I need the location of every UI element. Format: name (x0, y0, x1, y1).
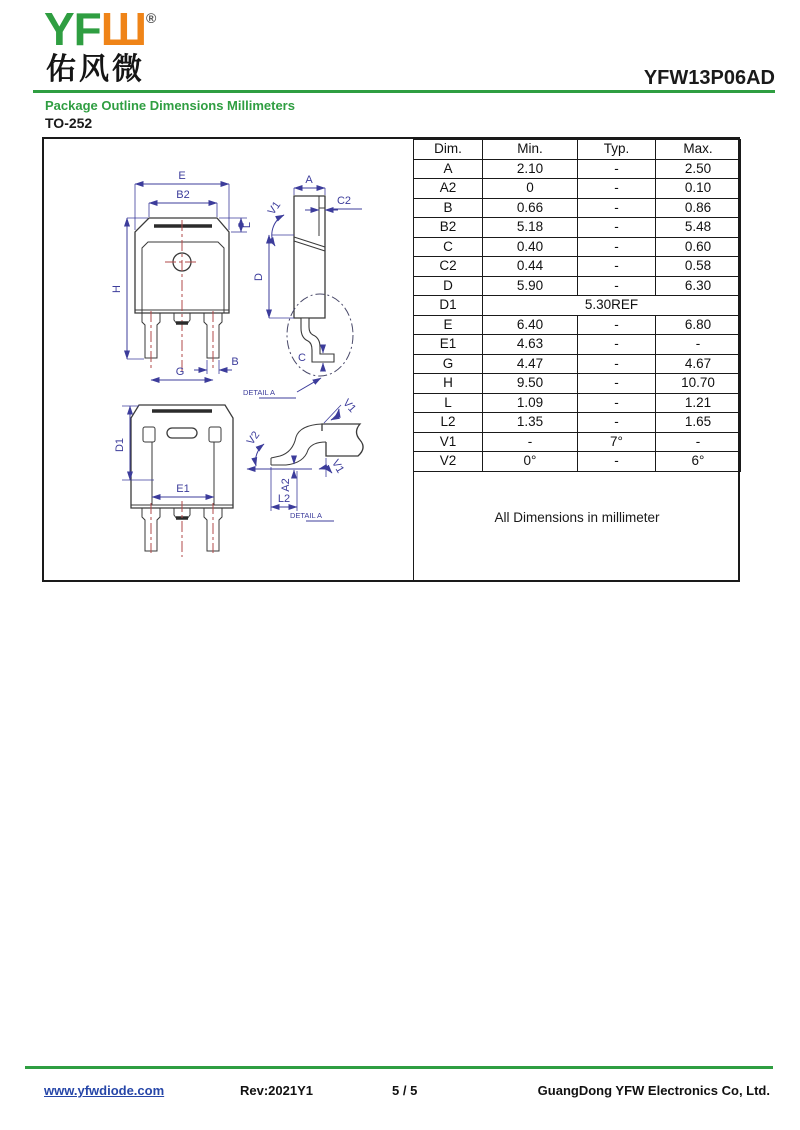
dim-label-g: G (175, 366, 185, 378)
cell-max: 2.50 (656, 159, 741, 179)
cell-max: 0.60 (656, 237, 741, 257)
cell-typ: - (578, 198, 656, 218)
cell-typ: - (578, 237, 656, 257)
cell-typ: - (578, 393, 656, 413)
registered-trademark-icon: ® (146, 10, 157, 26)
dim-label-h: H (111, 285, 123, 293)
column-header-min: Min. (483, 140, 578, 160)
cell-min: 2.10 (483, 159, 578, 179)
package-outline-drawing (44, 139, 413, 580)
table-row (414, 413, 741, 433)
cell-max: 0.58 (656, 257, 741, 277)
dim-label-b2: B2 (176, 189, 190, 201)
dim-label-d1: D1 (114, 437, 126, 453)
cell-typ: - (578, 179, 656, 199)
dim-label-c2: C2 (336, 195, 352, 207)
footer-revision: Rev:2021Y1 (240, 1083, 313, 1098)
column-header-typ: Typ. (578, 140, 656, 160)
cell-min: - (483, 432, 578, 452)
cell-dim: G (414, 354, 483, 374)
dim-label-v1-side: V1 (265, 199, 284, 218)
column-header-max: Max. (656, 140, 741, 160)
cell-max: - (656, 432, 741, 452)
cell-dim: C2 (414, 257, 483, 277)
table-row (414, 315, 741, 335)
dim-label-v1-detail-top: V1 (340, 396, 359, 416)
cell-dim: B (414, 198, 483, 218)
cell-dim: E1 (414, 335, 483, 355)
table-row (414, 335, 741, 355)
cell-dim: B2 (414, 218, 483, 238)
bottom-view (114, 405, 233, 557)
cell-min: 5.18 (483, 218, 578, 238)
cell-min: 0.40 (483, 237, 578, 257)
table-row (414, 218, 741, 238)
table-row (414, 276, 741, 296)
cell-min: 4.63 (483, 335, 578, 355)
logo-w-glyph: Ш (100, 3, 147, 55)
cell-min: 4.47 (483, 354, 578, 374)
cell-span-value: 5.30REF (483, 296, 741, 316)
cell-max: 4.67 (656, 354, 741, 374)
table-row (414, 198, 741, 218)
cell-dim: L2 (414, 413, 483, 433)
dim-label-v2: V2 (244, 429, 263, 448)
dim-label-d: D (253, 273, 265, 281)
cell-typ: - (578, 374, 656, 394)
table-row (414, 179, 741, 199)
dim-label-a2: A2 (280, 478, 292, 492)
column-header-dim: Dim. (414, 140, 483, 160)
table-row (414, 159, 741, 179)
table-header-row (414, 140, 741, 160)
table-row (414, 354, 741, 374)
cell-max: 6.80 (656, 315, 741, 335)
cell-dim: D (414, 276, 483, 296)
company-logo (44, 3, 157, 55)
cell-max: 0.10 (656, 179, 741, 199)
table-row (414, 257, 741, 277)
cell-min: 0° (483, 452, 578, 472)
cell-max: - (656, 335, 741, 355)
dim-label-e1: E1 (176, 483, 190, 495)
cell-typ: - (578, 159, 656, 179)
footer-page-number: 5 / 5 (392, 1083, 418, 1098)
cell-typ: - (578, 257, 656, 277)
cell-dim: A (414, 159, 483, 179)
cell-typ: - (578, 354, 656, 374)
part-number: YFW13P06AD (643, 67, 775, 89)
table-row (414, 432, 741, 452)
cell-min: 5.90 (483, 276, 578, 296)
cell-dim: V2 (414, 452, 483, 472)
header-divider (33, 90, 775, 93)
table-row (414, 296, 741, 316)
table-row (414, 393, 741, 413)
cell-typ: - (578, 218, 656, 238)
cell-max: 0.86 (656, 198, 741, 218)
package-drawing-area (44, 139, 413, 580)
cell-dim: D1 (414, 296, 483, 316)
cell-typ: - (578, 335, 656, 355)
package-name: TO-252 (45, 115, 93, 131)
detail-a-view (245, 397, 363, 521)
section-title: Package Outline Dimensions Millimeters (45, 98, 295, 113)
cell-typ: - (578, 452, 656, 472)
outline-drawing-box (42, 137, 740, 582)
cell-max: 6.30 (656, 276, 741, 296)
cell-typ: 7° (578, 432, 656, 452)
table-row (414, 374, 741, 394)
cell-dim: H (414, 374, 483, 394)
cell-min: 0.66 (483, 198, 578, 218)
dim-label-c: C (298, 352, 306, 364)
cell-min: 1.09 (483, 393, 578, 413)
logo-yf-text: YF (44, 3, 101, 55)
cell-max: 6° (656, 452, 741, 472)
cell-min: 6.40 (483, 315, 578, 335)
front-view (111, 170, 253, 380)
cell-min: 0 (483, 179, 578, 199)
cell-dim: V1 (414, 432, 483, 452)
cell-typ: - (578, 413, 656, 433)
cell-min: 0.44 (483, 257, 578, 277)
dimension-table (413, 139, 741, 472)
dim-label-v1-detail-right: V1 (329, 457, 347, 476)
cell-typ: - (578, 276, 656, 296)
table-row (414, 237, 741, 257)
logo-chinese-name: 佑风微 (46, 53, 145, 86)
cell-max: 1.65 (656, 413, 741, 433)
cell-min: 1.35 (483, 413, 578, 433)
side-view (243, 174, 362, 398)
dim-label-l: L (241, 221, 253, 229)
detail-a-callout-label: DETAIL A (242, 388, 276, 397)
dimensions-note: All Dimensions in millimeter (494, 509, 660, 525)
cell-max: 5.48 (656, 218, 741, 238)
dim-label-l2: L2 (277, 493, 291, 505)
cell-dim: L (414, 393, 483, 413)
footer-company: GuangDong YFW Electronics Co, Ltd. (537, 1083, 770, 1098)
cell-dim: E (414, 315, 483, 335)
note-box (413, 454, 740, 580)
detail-a-caption: DETAIL A (289, 511, 323, 520)
cell-typ: - (578, 315, 656, 335)
cell-max: 1.21 (656, 393, 741, 413)
cell-min: 9.50 (483, 374, 578, 394)
cell-dim: C (414, 237, 483, 257)
cell-max: 10.70 (656, 374, 741, 394)
cell-dim: A2 (414, 179, 483, 199)
dimension-table-body (414, 159, 741, 471)
dim-label-a: A (305, 174, 313, 186)
dim-label-e: E (178, 170, 186, 182)
footer-divider (25, 1066, 773, 1069)
dim-label-b: B (231, 356, 239, 368)
footer-website-link[interactable]: www.yfwdiode.com (44, 1083, 165, 1098)
